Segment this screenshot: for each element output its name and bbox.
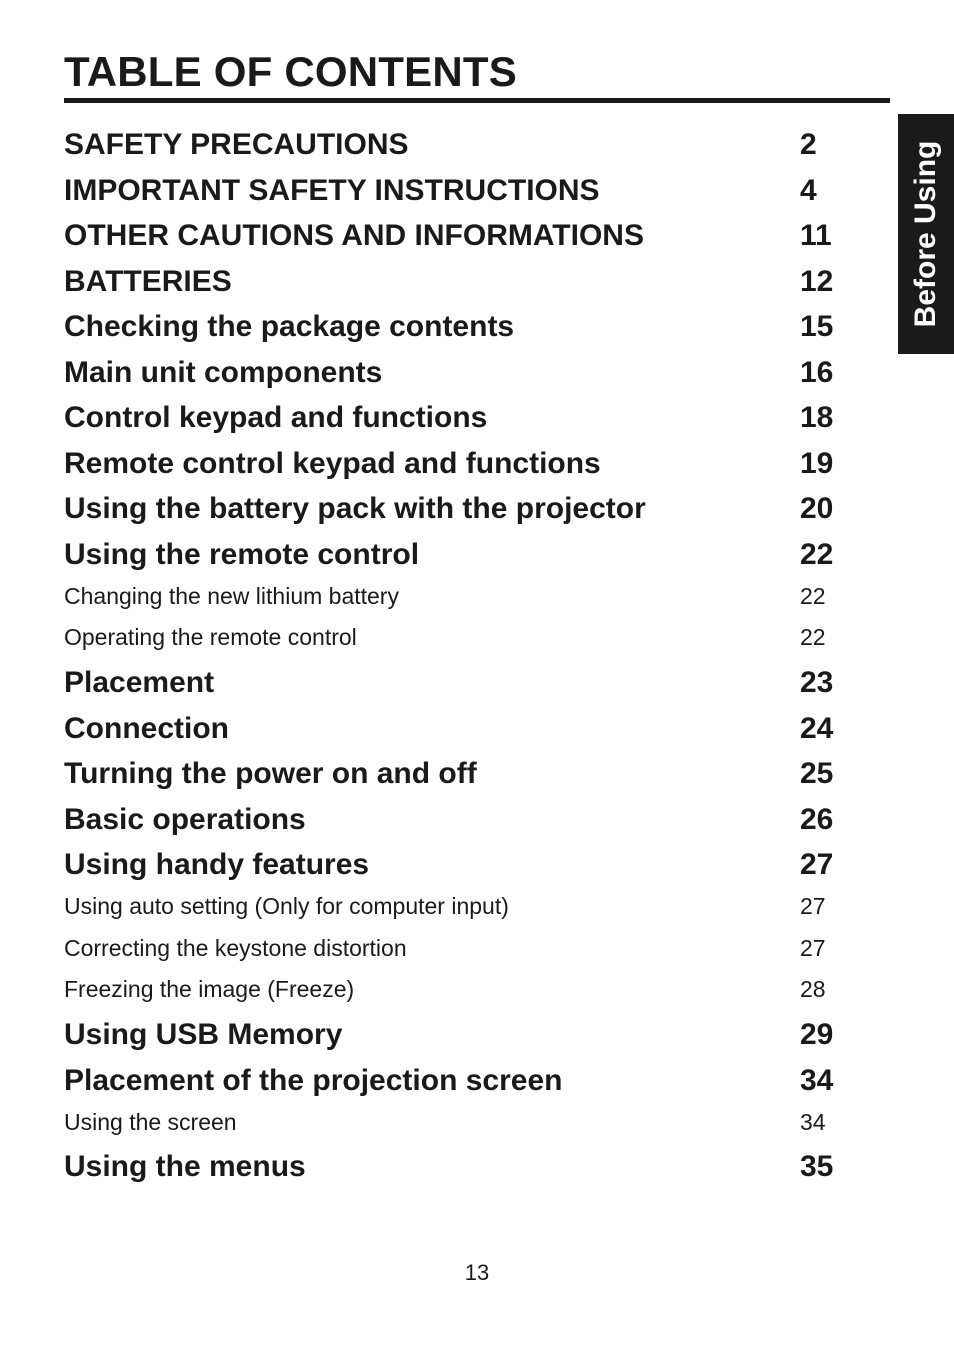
toc-entry-page: 24: [800, 712, 834, 745]
toc-entry-page: 2: [800, 128, 817, 161]
toc-entry-title: Using handy features: [64, 848, 370, 881]
toc-subentry: [64, 973, 864, 1005]
toc-entry-page: 27: [800, 893, 826, 919]
toc-entry-title: Connection: [64, 712, 229, 745]
toc-entry: [64, 1015, 864, 1055]
toc-entry: [64, 171, 864, 211]
toc-entry: [64, 307, 864, 347]
toc-entry-page: 35: [800, 1150, 834, 1183]
toc-entry: [64, 489, 864, 529]
toc-entry-page: 16: [800, 356, 834, 389]
toc-entry: [64, 216, 864, 256]
toc-subentry: [64, 890, 864, 922]
toc-entry-page: 12: [800, 265, 834, 298]
toc-entry-page: 27: [800, 935, 826, 961]
toc-entry-title: Main unit components: [64, 356, 383, 389]
toc-entry-title: Using the menus: [64, 1150, 306, 1183]
toc-entry: [64, 709, 864, 749]
toc-entry-page: 29: [800, 1018, 834, 1051]
toc-entry-title: Control keypad and functions: [64, 401, 488, 434]
toc-entry-page: 19: [800, 447, 834, 480]
toc-entry-title: Using the remote control: [64, 538, 420, 571]
toc-entry-page: 34: [800, 1109, 826, 1135]
toc-entry-title: Correcting the keystone distortion: [64, 935, 407, 961]
toc-entry-title: Using the battery pack with the projector: [64, 492, 646, 525]
toc-entry-page: 22: [800, 538, 834, 571]
toc-entry: [64, 754, 864, 794]
toc-entry-title: Placement: [64, 666, 215, 699]
toc-entry: [64, 262, 864, 302]
toc-entry-page: 26: [800, 803, 834, 836]
toc-entry-title: Basic operations: [64, 803, 306, 836]
toc-entry: [64, 845, 864, 885]
toc-entry-title: Using the screen: [64, 1109, 237, 1135]
toc-entry-title: Checking the package contents: [64, 310, 515, 343]
section-tab-label: Before Using: [909, 140, 942, 328]
toc-entry: [64, 535, 864, 575]
toc-subentry: [64, 621, 864, 653]
toc-entry-page: 34: [800, 1064, 834, 1097]
toc-entry-page: 4: [800, 174, 817, 207]
toc-entry-title: Operating the remote control: [64, 624, 357, 650]
toc-entry: [64, 444, 864, 484]
page-number: 13: [464, 1260, 490, 1285]
toc-entry-title: Remote control keypad and functions: [64, 447, 601, 480]
toc-entry-title: BATTERIES: [64, 265, 232, 298]
toc-entry-page: 27: [800, 848, 834, 881]
toc-entry: [64, 663, 864, 703]
table-of-contents: [64, 0, 864, 1200]
toc-entry-page: 22: [800, 624, 826, 650]
toc-entry-title: Using auto setting (Only for computer input): [64, 893, 509, 919]
toc-entry-page: 22: [800, 583, 826, 609]
toc-entry: [64, 800, 864, 840]
toc-entry: [64, 1061, 864, 1101]
toc-entry-page: 11: [800, 219, 832, 252]
toc-entry-page: 28: [800, 976, 826, 1002]
toc-entry-title: Changing the new lithium battery: [64, 583, 399, 609]
toc-entry-title: Placement of the projection screen: [64, 1064, 563, 1097]
toc-entry-title: IMPORTANT SAFETY INSTRUCTIONS: [64, 174, 600, 207]
toc-entry: [64, 398, 864, 438]
toc-entry-title: Turning the power on and off: [64, 757, 477, 790]
toc-entry: [64, 125, 864, 165]
toc-entry: [64, 353, 864, 393]
toc-entry-title: Using USB Memory: [64, 1018, 343, 1051]
toc-entry: [64, 1147, 864, 1187]
toc-entry-title: SAFETY PRECAUTIONS: [64, 128, 409, 161]
toc-entry-page: 15: [800, 310, 834, 343]
section-tab: [898, 114, 954, 354]
toc-subentry: [64, 932, 864, 964]
toc-entry-title: OTHER CAUTIONS AND INFORMATIONS: [64, 219, 644, 252]
toc-entry-page: 23: [800, 666, 834, 699]
toc-entry-page: 18: [800, 401, 834, 434]
toc-subentry: [64, 1106, 864, 1138]
toc-entry-page: 20: [800, 492, 834, 525]
page-title: TABLE OF CONTENTS: [64, 48, 517, 95]
toc-subentry: [64, 580, 864, 612]
toc-entry-page: 25: [800, 757, 834, 790]
toc-entry-title: Freezing the image (Freeze): [64, 976, 355, 1002]
